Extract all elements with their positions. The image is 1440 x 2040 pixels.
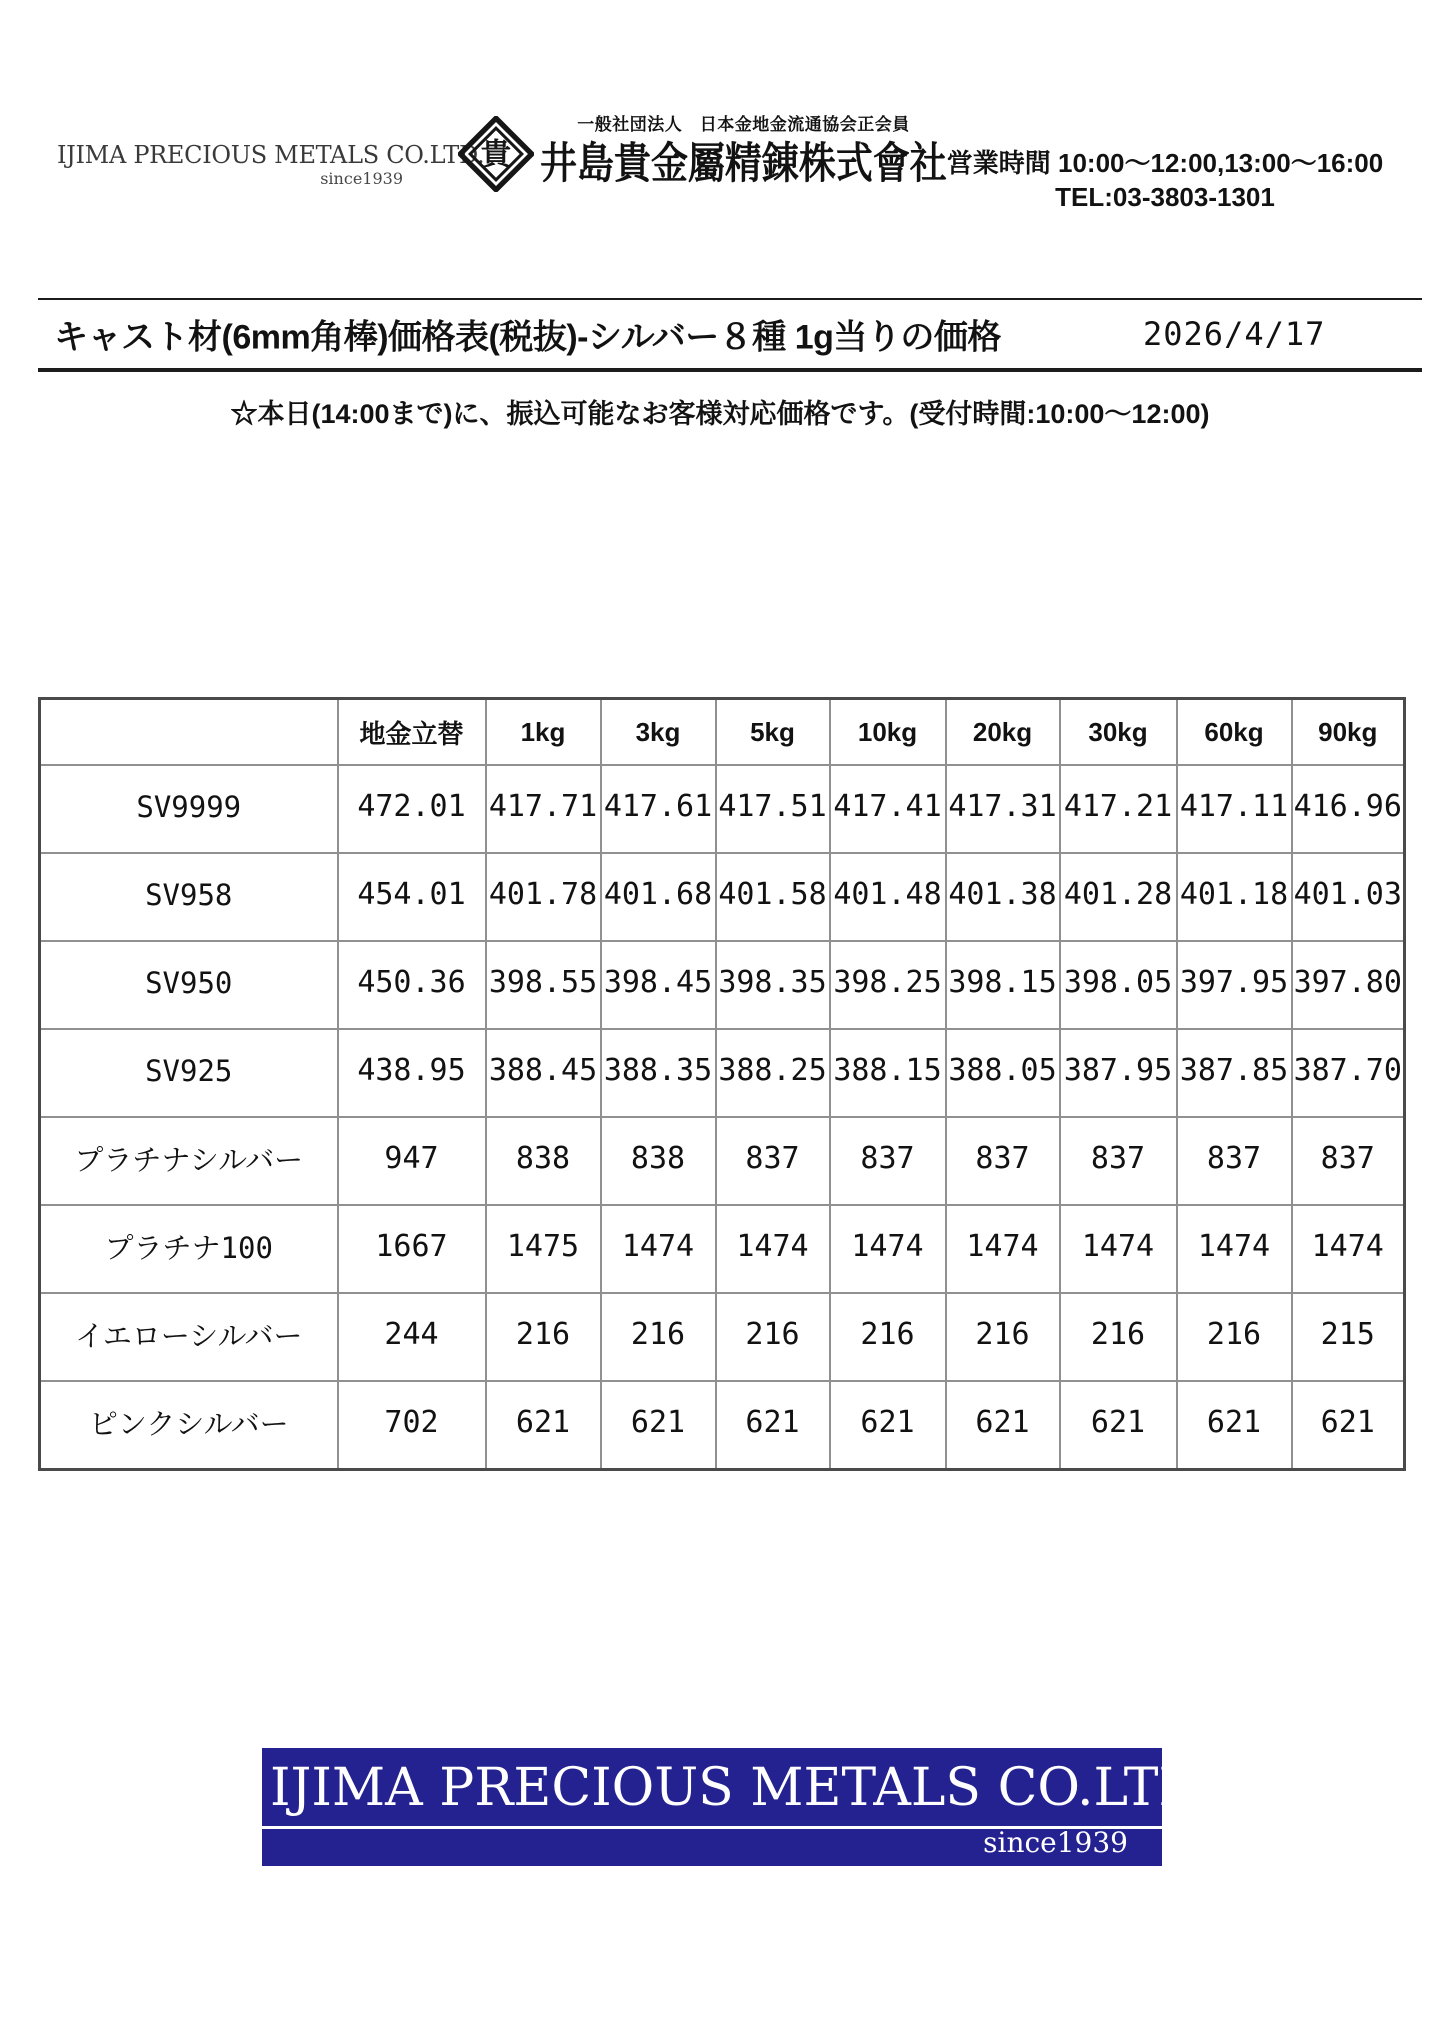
price-cell: 216 [716, 1293, 830, 1381]
price-cell: 838 [486, 1117, 601, 1205]
price-cell: 1474 [1177, 1205, 1292, 1293]
row-label-cell: SV950 [40, 941, 338, 1029]
price-cell: 401.58 [716, 853, 830, 941]
contact-block [940, 146, 1390, 214]
price-cell: 837 [1177, 1117, 1292, 1205]
page-title: キャスト材(6mm角棒)価格表(税抜)-シルバー８種 1g当りの価格 [54, 318, 1001, 357]
price-cell: 1474 [830, 1205, 946, 1293]
price-cell: 215 [1292, 1293, 1405, 1381]
price-cell: 216 [486, 1293, 601, 1381]
price-cell: 417.71 [486, 765, 601, 853]
price-cell: 417.51 [716, 765, 830, 853]
notice-text: ☆本日(14:00まで)に、振込可能なお客様対応価格です。(受付時間:10:00～12:00) [230, 399, 1210, 429]
telephone-number: TEL:03-3803-1301 [1055, 182, 1275, 212]
company-name-en: IJIMA PRECIOUS METALS CO.LTD. [57, 141, 485, 169]
price-cell: 388.25 [716, 1029, 830, 1117]
footer-banner [262, 1748, 1215, 1866]
column-header-cell: 30kg [1060, 699, 1177, 766]
crest-kanji: 貴 [480, 137, 512, 172]
price-cell: 417.11 [1177, 765, 1292, 853]
row-label-cell: ピンクシルバー [40, 1381, 338, 1469]
table-row [40, 765, 1405, 853]
price-cell: 621 [486, 1381, 601, 1469]
price-cell: 1667 [338, 1205, 486, 1293]
price-cell: 702 [338, 1381, 486, 1469]
price-cell: 454.01 [338, 853, 486, 941]
price-cell: 837 [1292, 1117, 1405, 1205]
price-cell: 417.31 [946, 765, 1060, 853]
price-cell: 401.78 [486, 853, 601, 941]
price-cell: 388.45 [486, 1029, 601, 1117]
table-row [40, 1381, 1405, 1469]
table-row [40, 853, 1405, 941]
price-cell: 438.95 [338, 1029, 486, 1117]
table-row [40, 1205, 1405, 1293]
row-label-cell: SV9999 [40, 765, 338, 853]
price-cell: 387.85 [1177, 1029, 1292, 1117]
price-cell: 416.96 [1292, 765, 1405, 853]
price-table [38, 697, 1406, 1471]
price-date: 2026/4/17 [1143, 315, 1326, 353]
footer-since-label: since1939 [983, 1826, 1128, 1859]
price-cell: 244 [338, 1293, 486, 1381]
price-cell: 417.41 [830, 765, 946, 853]
price-cell: 388.35 [601, 1029, 716, 1117]
price-cell: 837 [716, 1117, 830, 1205]
association-membership-label: 一般社団法人 日本金地金流通協会正会員 [577, 115, 910, 134]
table-row [40, 941, 1405, 1029]
price-cell: 216 [946, 1293, 1060, 1381]
row-label-cell: プラチナシルバー [40, 1117, 338, 1205]
price-cell: 621 [946, 1381, 1060, 1469]
price-cell: 1475 [486, 1205, 601, 1293]
price-cell: 621 [1177, 1381, 1292, 1469]
column-header-cell: 地金立替 [338, 699, 486, 766]
price-cell: 216 [1060, 1293, 1177, 1381]
price-cell: 398.15 [946, 941, 1060, 1029]
price-cell: 398.45 [601, 941, 716, 1029]
footer-company-name-text: IJIMA PRECIOUS METALS CO.LTD. [262, 1758, 1223, 1829]
price-cell: 388.15 [830, 1029, 946, 1117]
company-name-jp: 井島貴金屬精錬株式會社 [540, 140, 947, 188]
price-cell: 216 [1177, 1293, 1292, 1381]
price-cell: 387.95 [1060, 1029, 1177, 1117]
footer-company-name [262, 1758, 1215, 1829]
table-header-row [40, 699, 1405, 766]
price-cell: 388.05 [946, 1029, 1060, 1117]
price-cell: 621 [716, 1381, 830, 1469]
column-header-cell: 60kg [1177, 699, 1292, 766]
row-label-cell: SV925 [40, 1029, 338, 1117]
price-cell: 837 [830, 1117, 946, 1205]
column-header-cell: 20kg [946, 699, 1060, 766]
price-cell: 837 [946, 1117, 1060, 1205]
price-cell: 387.70 [1292, 1029, 1405, 1117]
table-row [40, 1293, 1405, 1381]
price-cell: 398.25 [830, 941, 946, 1029]
company-crest-icon [458, 116, 534, 192]
column-header-cell: 1kg [486, 699, 601, 766]
price-cell: 450.36 [338, 941, 486, 1029]
price-cell: 398.35 [716, 941, 830, 1029]
column-header-cell: 5kg [716, 699, 830, 766]
price-cell: 947 [338, 1117, 486, 1205]
price-cell: 838 [601, 1117, 716, 1205]
price-cell: 621 [830, 1381, 946, 1469]
column-header-cell: 90kg [1292, 699, 1405, 766]
price-cell: 401.68 [601, 853, 716, 941]
column-header-cell: 3kg [601, 699, 716, 766]
price-cell: 472.01 [338, 765, 486, 853]
price-cell: 216 [601, 1293, 716, 1381]
price-cell: 397.95 [1177, 941, 1292, 1029]
price-cell: 417.21 [1060, 765, 1177, 853]
since-label: since1939 [320, 169, 403, 188]
table-row [40, 1117, 1405, 1205]
price-cell: 1474 [1292, 1205, 1405, 1293]
price-cell: 1474 [601, 1205, 716, 1293]
price-cell: 397.80 [1292, 941, 1405, 1029]
price-cell: 401.38 [946, 853, 1060, 941]
price-cell: 398.05 [1060, 941, 1177, 1029]
table-row [40, 1029, 1405, 1117]
price-cell: 1474 [946, 1205, 1060, 1293]
column-header-cell: 10kg [830, 699, 946, 766]
price-cell: 1474 [1060, 1205, 1177, 1293]
price-cell: 401.48 [830, 853, 946, 941]
price-cell: 621 [601, 1381, 716, 1469]
price-cell: 401.03 [1292, 853, 1405, 941]
price-cell: 398.55 [486, 941, 601, 1029]
price-cell: 401.18 [1177, 853, 1292, 941]
title-bar [38, 298, 1422, 372]
row-label-cell: イエローシルバー [40, 1293, 338, 1381]
price-cell: 417.61 [601, 765, 716, 853]
price-cell: 1474 [716, 1205, 830, 1293]
price-cell: 621 [1292, 1381, 1405, 1469]
price-cell: 621 [1060, 1381, 1177, 1469]
price-cell: 401.28 [1060, 853, 1177, 941]
price-cell: 837 [1060, 1117, 1177, 1205]
price-cell: 216 [830, 1293, 946, 1381]
row-label-cell: プラチナ100 [40, 1205, 338, 1293]
business-hours: 営業時間 10:00～12:00,13:00～16:00 [946, 148, 1384, 178]
corner-cell [40, 699, 338, 766]
row-label-cell: SV958 [40, 853, 338, 941]
